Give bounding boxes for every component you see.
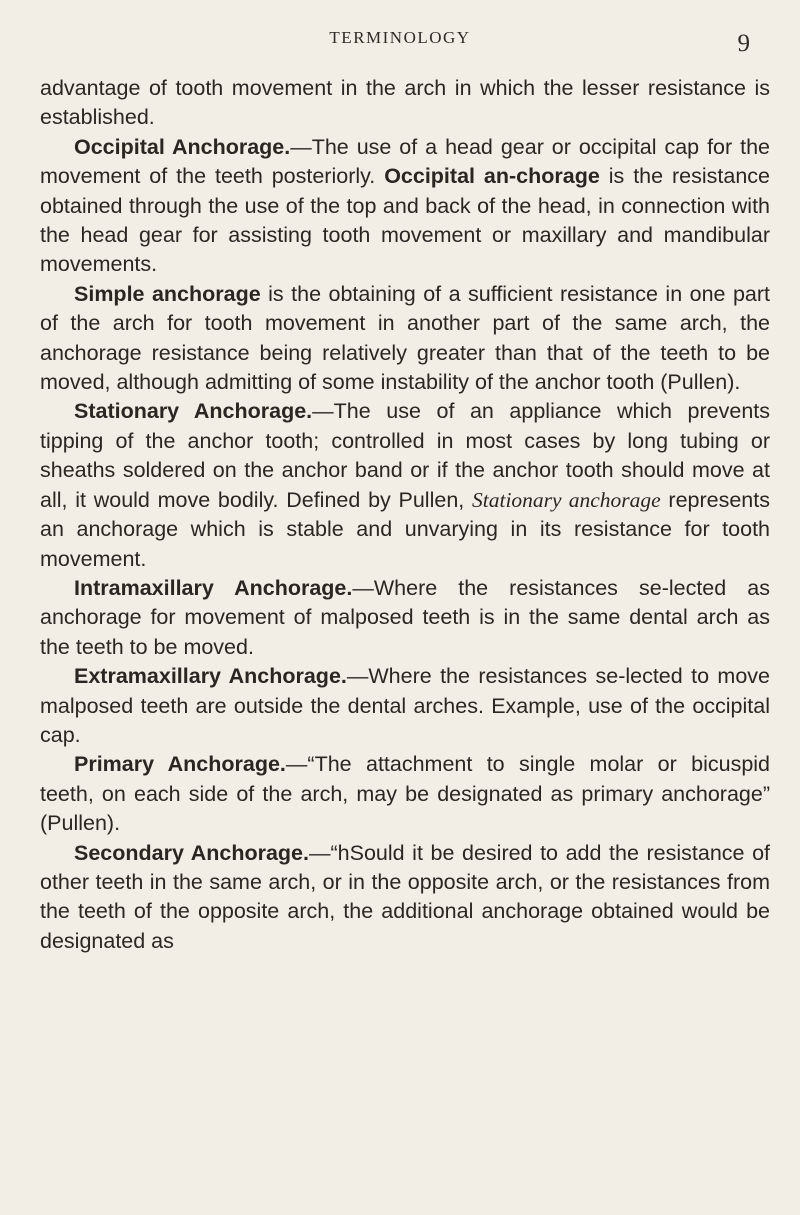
paragraph-primary-anchorage <box>40 750 770 838</box>
paragraph-simple-anchorage <box>40 280 770 398</box>
page-number: 9 <box>737 30 750 57</box>
term-stationary-anchorage: Stationary Anchorage. <box>74 399 313 424</box>
paragraph-occipital-anchorage <box>40 133 770 280</box>
term-primary-anchorage: Primary Anchorage. <box>74 752 286 777</box>
running-head <box>0 28 800 58</box>
paragraph-stationary-anchorage <box>40 397 770 573</box>
term-occipital-anchorage: Occipital Anchorage. <box>74 134 291 159</box>
paragraph-intramaxillary-anchorage <box>40 574 770 662</box>
term-intramaxillary-anchorage: Intramaxillary Anchorage. <box>74 575 353 600</box>
paragraph-text: —Where the resistances se-lected to move malposed teeth are outside the dental arches. Example, use of the occipital cap. <box>40 664 770 747</box>
paragraph-text: —The use of an appliance which prevents tipping of the anchor tooth; controlled in most cases by long tubing or sheaths soldered on the anchor band or if the anchor tooth should move at all, it would move bodily. Defined by Pullen, <box>40 399 771 512</box>
body-text <box>40 74 770 956</box>
italic-term-stationary-anchorage: Stationary anchorage <box>472 487 661 512</box>
paragraph-text: is the obtaining of a sufficient resistance in one part of the arch for tooth movement in another part of the same arch, the anchorage resistance being relatively greater than that of the teeth to be moved, although admitting of some instability of the anchor tooth (Pullen). <box>40 281 770 395</box>
paragraph-text: represents an anchorage which is stable and unvarying in its resistance for tooth movement. <box>40 487 770 571</box>
paragraph-text: —Where the resistances se-lected as anchorage for movement of malposed teeth is in the same dental arch as the teeth to be moved. <box>40 575 770 659</box>
paragraph-extramaxillary-anchorage <box>40 662 770 750</box>
paragraph-text: —“The attachment to single molar or bicuspid teeth, on each side of the arch, may be designated as primary anchorage” (Pullen). <box>40 752 771 836</box>
term-secondary-anchorage: Secondary Anchorage. <box>74 840 309 865</box>
paragraph-secondary-anchorage <box>40 839 770 957</box>
term-simple-anchorage: Simple anchorage <box>74 281 261 306</box>
paragraph-text: is the resistance obtained through the use of the top and back of the head, in connection with the head gear for assisting tooth movement or maxillary and mandibular movements. <box>40 164 770 277</box>
paragraph-continuation <box>40 74 770 133</box>
term-occipital-anchorage-inline: Occipital an-chorage <box>384 164 600 189</box>
paragraph-text: advantage of tooth movement in the arch in which the lesser resistance is established. <box>40 76 770 130</box>
term-extramaxillary-anchorage: Extramaxillary Anchorage. <box>74 664 347 689</box>
paragraph-text: —The use of a head gear or occipital cap for the movement of the teeth posteriorly. <box>40 134 770 189</box>
running-head-title: TERMINOLOGY <box>329 28 471 47</box>
paragraph-text: —“hSould it be desired to add the resistance of other teeth in the same arch, or in the opposite arch, or the resistances from the teeth of the opposite arch, the additional anchorage obtained would be designated as <box>40 840 771 953</box>
